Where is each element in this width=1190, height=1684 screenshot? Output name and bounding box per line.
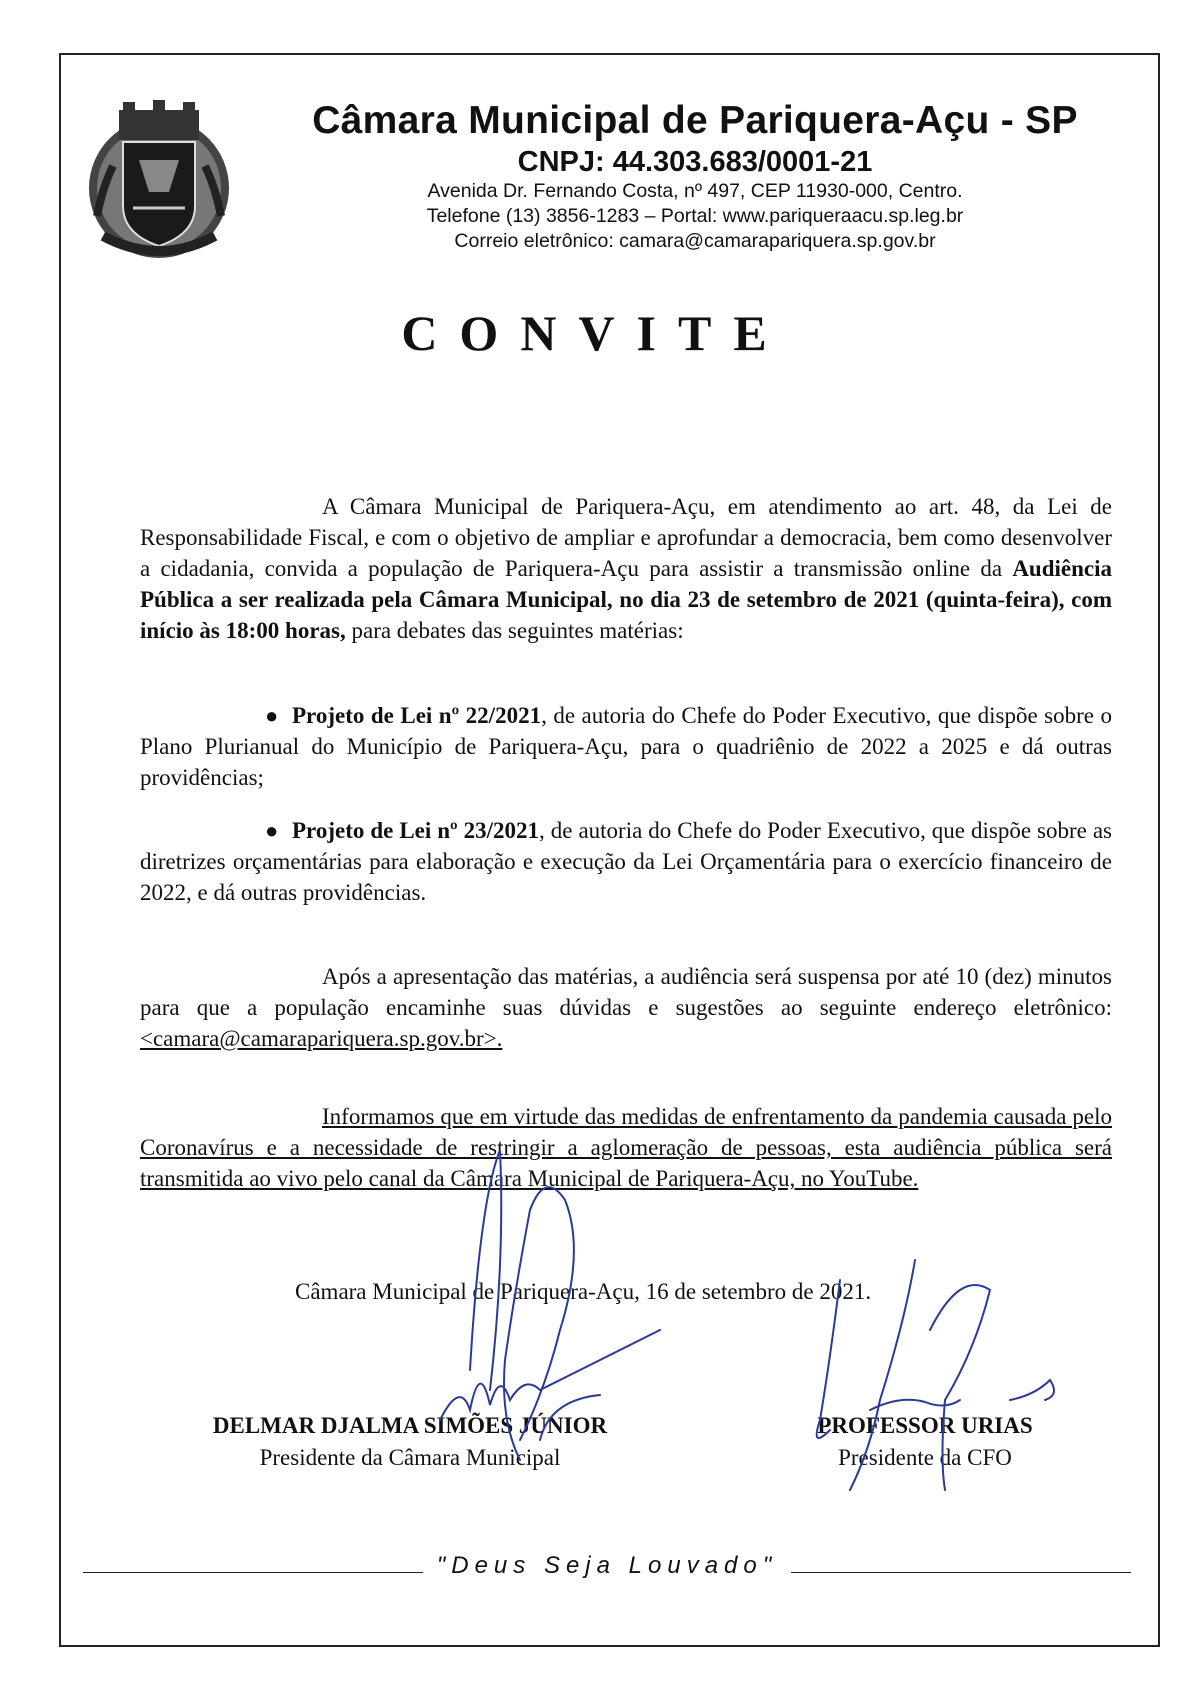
cnpj: CNPJ: 44.303.683/0001-21	[517, 145, 873, 178]
place-date: Câmara Municipal de Pariquera-Açu, 16 de setembro de 2021.	[295, 1279, 872, 1304]
address: Avenida Dr. Fernando Costa, nº 497, CEP 11930-000, Centro.	[427, 179, 963, 202]
signature-block-president	[170, 1410, 650, 1474]
suspension-paragraph	[140, 961, 1112, 1054]
email-link[interactable]: <camara@camarapariquera.sp.gov.br>.	[140, 1026, 503, 1051]
list-item	[140, 700, 1112, 793]
email-contact: Correio eletrônico: camara@camarapariquera.sp.gov.br	[454, 229, 936, 252]
bullet-icon: ●	[265, 818, 279, 843]
coat-of-arms-icon	[83, 96, 235, 264]
bullet-icon: ●	[265, 703, 279, 728]
bill-text: , de autoria do Chefe do Poder Executivo, que dispõe sobre o Plano Plurianual do Município de Pariquera-Açu, para o quadriênio de 2022 a 2025 e dá outras providências;	[140, 703, 1112, 790]
intro-text: A Câmara Municipal de Pariquera-Açu, em atendimento ao art. 48, da Lei de Responsabilidade Fiscal, e com o objetivo de ampliar e aprofundar a democracia, bem como desenvolver a cidadania, convida a população de Pariquera-Açu para assistir a transmissão online da	[140, 494, 1112, 581]
letterhead	[255, 100, 1135, 254]
intro-text-end: para debates das seguintes matérias:	[345, 618, 684, 643]
intro-highlight: Audiência Pública a ser realizada pela Câmara Municipal, no dia 23 de setembro de 2021 (quinta-feira), com início às 18:00 horas,	[140, 556, 1112, 643]
list-item	[140, 815, 1112, 908]
notice-text: Informamos que em virtude das medidas de enfrentamento da pandemia causada pelo Coronavírus e a necessidade de restringir a aglomeração de pessoas, esta audiência pública será transmitida ao vivo pelo canal da Câmara Municipal de Pariquera-Açu, no YouTube.	[140, 1104, 1112, 1191]
signatory-name: DELMAR DJALMA SIMÕES JÚNIOR	[212, 1413, 608, 1438]
bill-title: Projeto de Lei nº 23/2021	[292, 818, 540, 843]
suspension-text: Após a apresentação das matérias, a audiência será suspensa por até 10 (dez) minutos para que a população encaminhe suas dúvidas e sugestões ao seguinte endereço eletrônico:	[140, 964, 1112, 1020]
institution-name: Câmara Municipal de Pariquera-Açu - SP	[312, 99, 1078, 142]
signatory-role: Presidente da Câmara Municipal	[259, 1445, 561, 1470]
document-heading: CONVITE	[401, 305, 789, 361]
intro-paragraph	[140, 491, 1112, 646]
signatory-role: Presidente da CFO	[838, 1445, 1012, 1470]
signature-block-cfo	[775, 1410, 1075, 1474]
bill-title: Projeto de Lei nº 22/2021	[292, 703, 542, 728]
phone-portal: Telefone (13) 3856-1283 – Portal: www.pariqueraacu.sp.leg.br	[426, 204, 964, 227]
footer-motto: "Deus Seja Louvado"	[436, 1552, 778, 1579]
footer-rule-right	[791, 1572, 1131, 1573]
bill-text: , de autoria do Chefe do Poder Executivo, que dispõe sobre as diretrizes orçamentárias para elaboração e execução da Lei Orçamentária para o exercício financeiro de 2022, e dá outras providências.	[140, 818, 1112, 905]
footer	[83, 1544, 1131, 1584]
notice-paragraph	[140, 1101, 1112, 1194]
signatory-name: PROFESSOR URIAS	[817, 1413, 1033, 1438]
